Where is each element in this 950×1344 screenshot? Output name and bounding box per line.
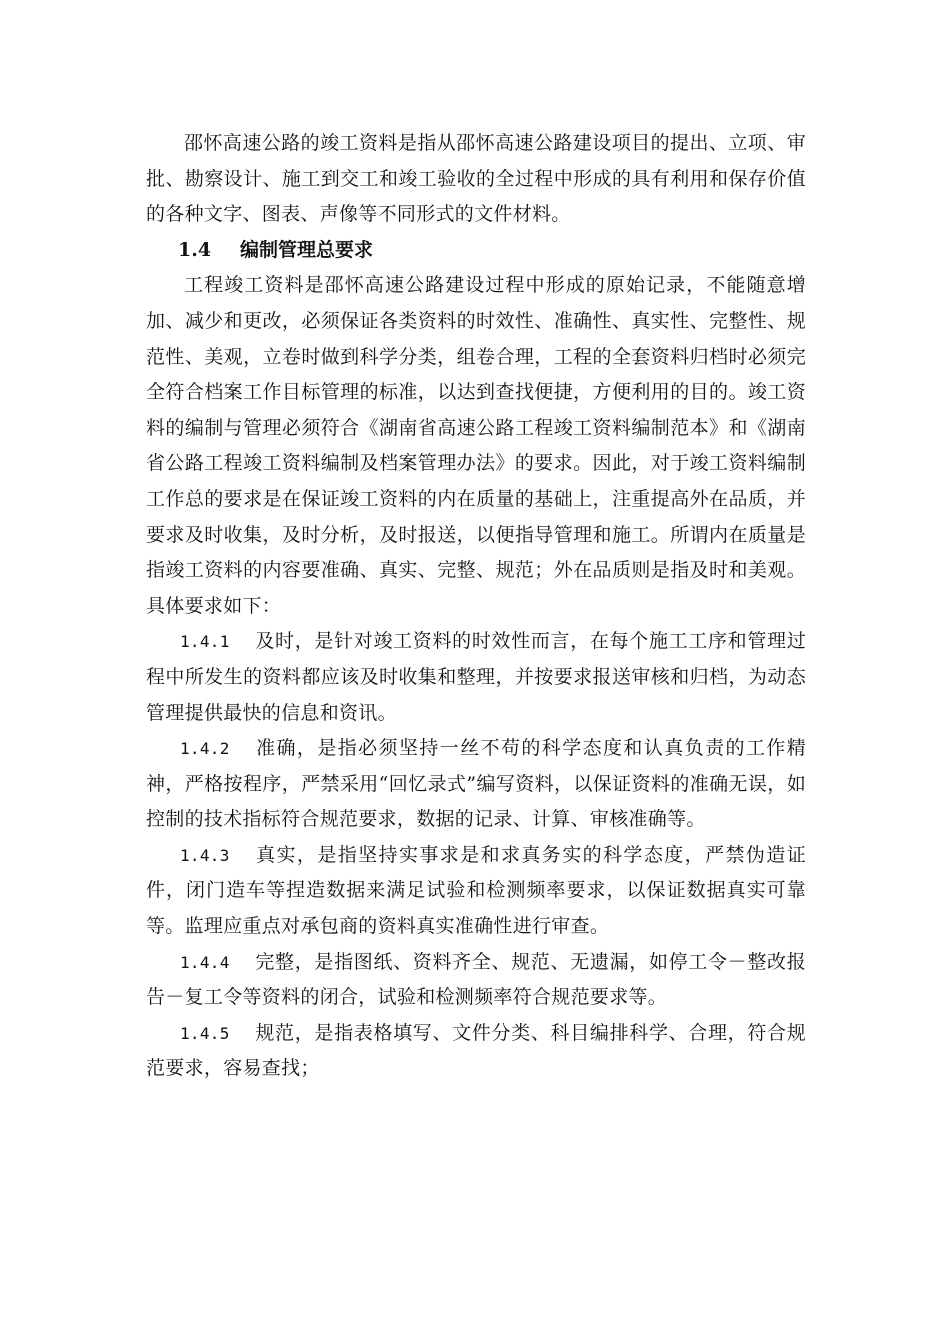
section-paragraph: 工程竣工资料是邵怀高速公路建设过程中形成的原始记录，不能随意增加、减少和更改，必须保证各类资料的时效性、准确性、真实性、完整性、规范性、美观，立卷时做到科学分类，组卷合理，工程的全套资料归档时必须完全符合档案工作目标管理的标准，以达到查找便捷，方便利用的目的。竣工资料的编制与管理必须符合《湖南省高速公路工程竣工资料编制范本》和《湖南省公路工程竣工资料编制及档案管理办法》的要求。因此，对于竣工资料编制工作总的要求是在保证竣工资料的内在质量的基础上，注重提高外在品质，并要求及时收集，及时分析，及时报送，以便指导管理和施工。所谓内在质量是指竣工资料的内容要准确、真实、完整、规范；外在品质则是指及时和美观。具体要求如下： <box>146 274 806 617</box>
item-number: 1.4.3 <box>180 845 230 865</box>
intro-paragraph: 邵怀高速公路的竣工资料是指从邵怀高速公路建设项目的提出、立项、审批、勘察设计、施工到交工和竣工验收的全过程中形成的具有利用和保存价值的各种文字、图表、声像等不同形式的文件材料。 <box>146 132 806 226</box>
list-item <box>146 945 806 1016</box>
item-text: 及时，是针对竣工资料的时效性而言，在每个施工工序和管理过程中所发生的资料都应该及时收集和整理，并按要求报送审核和归档，为动态管理提供最快的信息和资讯。 <box>146 630 806 724</box>
item-number: 1.4.5 <box>180 1023 230 1043</box>
item-number: 1.4.4 <box>180 952 230 972</box>
list-item <box>146 731 806 838</box>
list-item <box>146 624 806 731</box>
item-number: 1.4.2 <box>180 739 230 759</box>
item-number: 1.4.1 <box>180 632 230 652</box>
item-text: 规范，是指表格填写、文件分类、科目编排科学、合理，符合规范要求，容易查找； <box>146 1021 806 1080</box>
document-body <box>146 126 806 1087</box>
item-text: 真实，是指坚持实事求是和求真务实的科学态度，严禁伪造证件，闭门造车等捏造数据来满足试验和检测频率要求，以保证数据真实可靠等。监理应重点对承包商的资料真实准确性进行审查。 <box>146 843 806 938</box>
section-title: 编制管理总要求 <box>240 238 374 261</box>
section-number: 1.4 <box>178 238 212 261</box>
section-heading <box>146 233 806 269</box>
item-text: 准确，是指必须坚持一丝不苟的科学态度和认真负责的工作精神，严格按程序，严禁采用“回忆录式”编写资料，以保证资料的准确无误，如控制的技术指标符合规范要求，数据的记录、计算、审核准确等。 <box>146 737 806 831</box>
list-item <box>146 838 806 945</box>
list-item <box>146 1016 806 1087</box>
item-text: 完整，是指图纸、资料齐全、规范、无遗漏，如停工令－整改报告－复工令等资料的闭合，试验和检测频率符合规范要求等。 <box>146 950 806 1009</box>
